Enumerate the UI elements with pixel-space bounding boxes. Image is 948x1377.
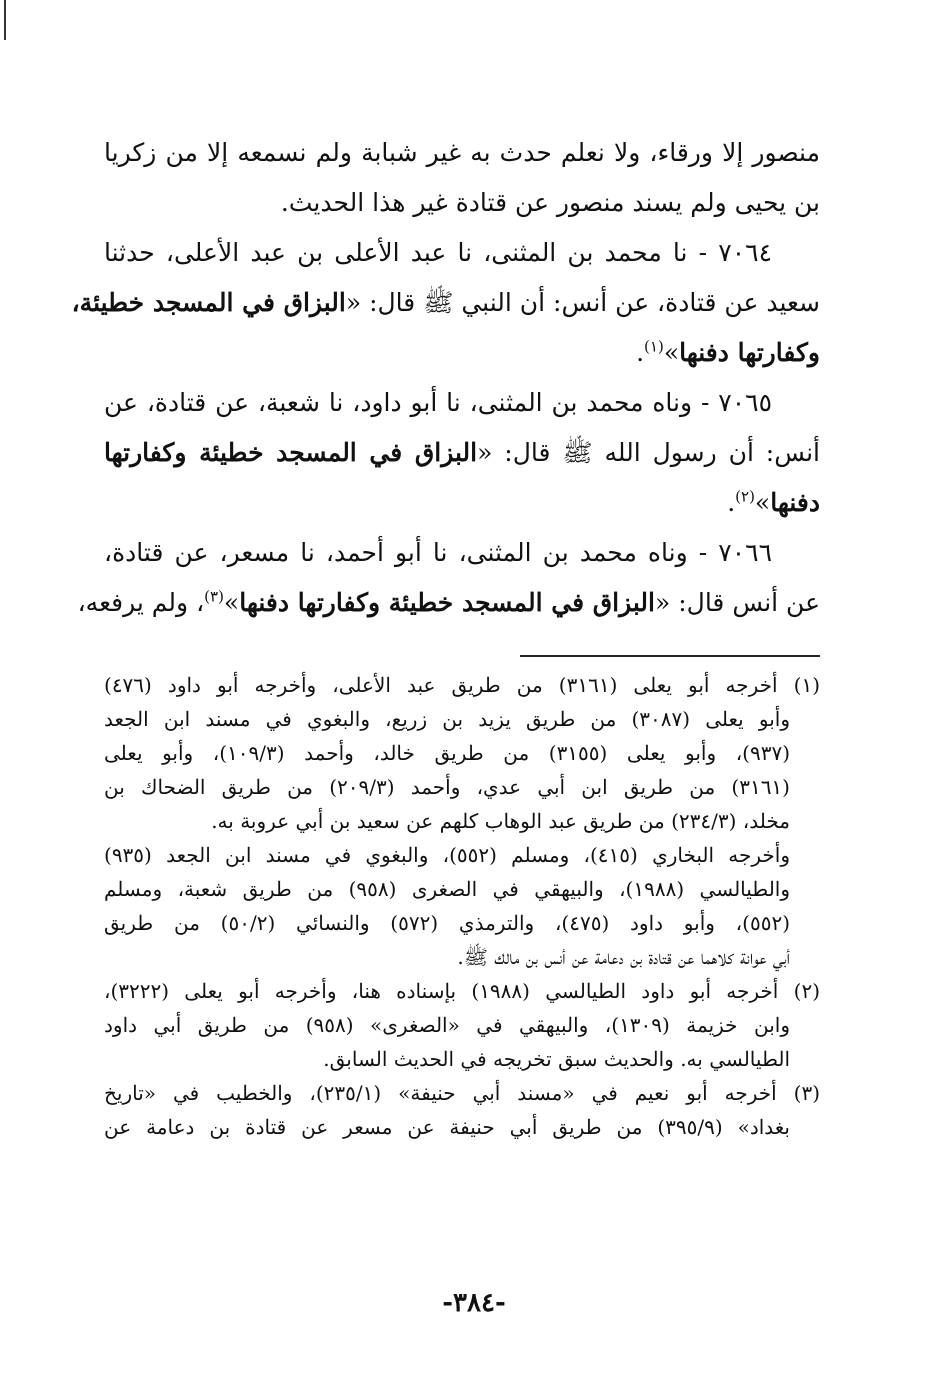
footnote-line <box>104 872 820 906</box>
footnote-line <box>104 736 820 770</box>
footnote-line <box>104 668 820 702</box>
text-line <box>104 328 820 378</box>
footnote-text: وأخرجه البخاري (٤١٥)، ومسلم (٥٥٢)، والبغوي في مسند ابن الجعد (٩٣٥) <box>104 843 791 867</box>
footnote-text: (٥٥٢)، وأبو داود (٤٧٥)، والترمذي (٥٧٢) والنسائي (٥٠/٢) من طريق <box>104 911 790 935</box>
footnote-ref: (١) <box>644 337 664 356</box>
page-number: -٣٨٤- <box>442 1288 506 1318</box>
text-line <box>104 228 820 278</box>
footnote-line <box>104 974 820 1008</box>
text-line <box>71 278 820 328</box>
hadith-text: البزاق في المسجد خطيئة، <box>71 288 346 317</box>
footnote-line <box>104 1110 820 1144</box>
footnote-line <box>104 1008 820 1042</box>
text-line <box>104 128 820 178</box>
footnote-line <box>104 838 820 872</box>
line-text: ٧٠٦٦ - وناه محمد بن المثنى، نا أبو أحمد، نا مسعر، عن قتادة، <box>104 538 772 567</box>
footnote-text: (٣) أخرجه أبو نعيم في «مسند أبي حنيفة» (٢٣٥/١)، والخطيب في «تاريخ <box>104 1081 820 1105</box>
hadith-text: دفنها <box>770 488 820 517</box>
footnote-text: (١) أخرجه أبو يعلى (٣١٦١) من طريق عبد الأعلى، وأخرجه أبو داود (٤٧٦) <box>104 673 820 697</box>
footnote-line <box>104 906 820 940</box>
footnote-ref: (٢) <box>735 487 755 506</box>
binding-rule <box>4 0 6 40</box>
footnote-text: (٩٣٧)، وأبو يعلى (٣١٥٥) من طريق خالد، وأحمد (١٠٩/٣)، وأبو يعلى <box>104 741 791 765</box>
line-text: » <box>663 338 680 367</box>
line-text: أنس: أن رسول الله ﷺ قال: « <box>477 438 820 467</box>
footnote-text: والطيالسي (١٩٨٨)، والبيهقي في الصغرى (٩٥٨) من طريق شعبة، ومسلم <box>104 877 791 901</box>
line-text: بن يحيى ولم يسند منصور عن قتادة غير هذا الحديث. <box>280 188 820 217</box>
main-text <box>71 128 820 628</box>
hadith-text: البزاق في المسجد خطيئة وكفارتها <box>104 438 478 467</box>
text-line <box>104 378 820 428</box>
footnote-ref: (٣) <box>204 587 224 606</box>
hadith-text: وكفارتها دفنها <box>679 338 820 367</box>
footnotes <box>104 668 820 1144</box>
text-line <box>77 578 820 628</box>
hadith-text: البزاق في المسجد خطيئة وكفارتها دفنها <box>239 588 655 617</box>
line-text: عن أنس قال: « <box>654 588 820 617</box>
footnote-text: (٣١٦١) من طريق ابن أبي عدي، وأحمد (٢٠٩/٣) من طريق الضحاك بن <box>104 775 790 799</box>
footnote-text: (٢) أخرجه أبو داود الطيالسي (١٩٨٨) بإسناده هنا، وأخرجه أبو يعلى (٣٢٢٢)، <box>104 979 820 1003</box>
footnote-line <box>104 770 820 804</box>
line-text: » <box>754 488 771 517</box>
text-line <box>104 478 820 528</box>
footnote-text: الطيالسي به. والحديث سبق تخريجه في الحديث السابق. <box>323 1047 790 1071</box>
footnote-line <box>104 940 820 974</box>
line-text: ٧٠٦٥ - وناه محمد بن المثنى، نا أبو داود، نا شعبة، عن قتادة، عن <box>104 388 772 417</box>
footnote-text: أبي عوانة كلاهما عن قتادة بن دعامة عن أنس بن مالك ﷺ. <box>457 945 790 969</box>
footnote-text: وأبو يعلى (٣٠٨٧) من طريق يزيد بن زريع، والبغوي في مسند ابن الجعد <box>104 707 790 731</box>
line-text: ٧٠٦٤ - نا محمد بن المثنى، نا عبد الأعلى بن عبد الأعلى، حدثنا <box>104 238 772 267</box>
footnote-text: وابن خزيمة (١٣٠٩)، والبيهقي في «الصغرى» (٩٥٨) من طريق أبي داود <box>104 1013 790 1037</box>
text-line <box>104 178 820 228</box>
line-text: . <box>636 338 645 367</box>
line-text: سعيد عن قتادة، عن أنس: أن النبي ﷺ قال: « <box>345 288 820 317</box>
footnote-line <box>104 702 820 736</box>
line-text: ، ولم يرفعه، <box>77 588 205 617</box>
footnote-line <box>104 1042 820 1076</box>
footnote-line <box>104 804 820 838</box>
line-text: منصور إلا ورقاء، ولا نعلم حدث به غير شبابة ولم نسمعه إلا من زكريا <box>104 138 820 167</box>
footnote-divider <box>520 655 820 657</box>
footnote-text: بغداد» (٣٩٥/٩) من طريق أبي حنيفة عن مسعر عن قتادة بن دعامة عن <box>104 1115 790 1139</box>
text-line <box>104 428 820 478</box>
footnote-line <box>104 1076 820 1110</box>
text-line <box>104 528 820 578</box>
footnote-text: مخلد، (٢٣٤/٣) من طريق عبد الوهاب كلهم عن سعيد بن أبي عروبة به. <box>211 809 790 833</box>
line-text: . <box>727 488 736 517</box>
line-text: » <box>223 588 240 617</box>
